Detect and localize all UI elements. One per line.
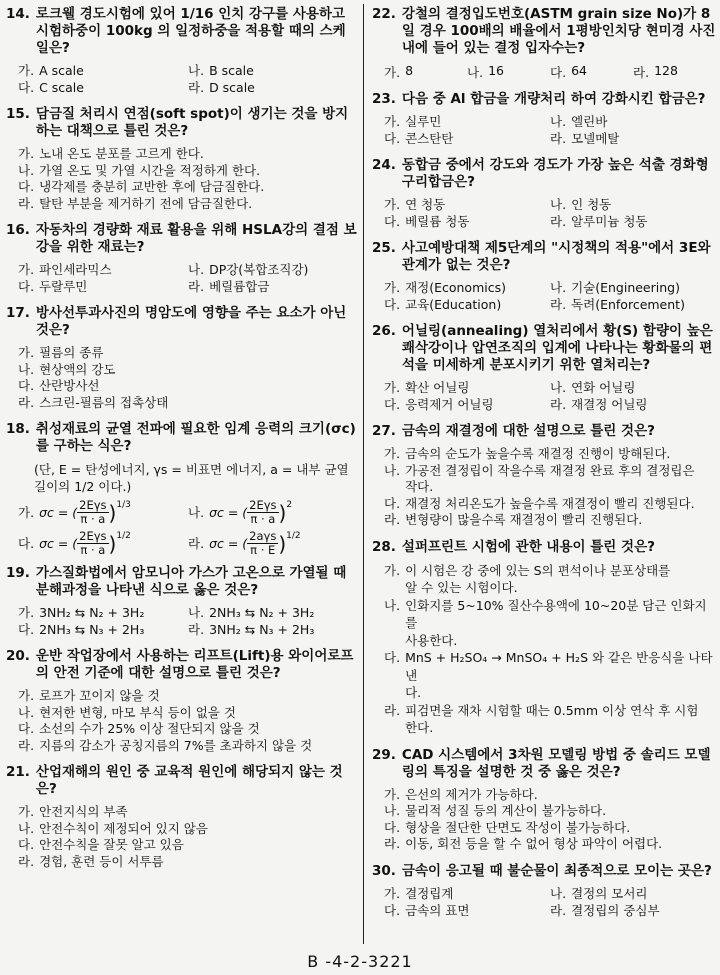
option-da — [384, 397, 550, 413]
option-label: 다. — [18, 721, 35, 736]
option-label: 나. — [18, 704, 35, 720]
option-label: 라. — [18, 737, 35, 753]
option-da — [384, 214, 550, 230]
option-ga — [18, 262, 188, 278]
option-text: 인 청동 — [571, 197, 612, 212]
option-label: 나. — [550, 197, 567, 212]
option-ga — [384, 562, 716, 597]
option-label: 가. — [18, 63, 35, 78]
option-text: 2NH₃ ⇆ N₃ + 2H₃ — [39, 622, 145, 637]
option-na — [18, 705, 358, 722]
option-text: 탈탄 부분을 제거하기 전에 담금질한다. — [39, 195, 253, 211]
question-14 — [6, 6, 358, 96]
question-29 — [372, 747, 716, 853]
option-label: 나. — [384, 462, 401, 478]
question-15 — [6, 106, 358, 212]
option-text: 산란방사선 — [39, 378, 100, 393]
option-text: 재정(Economics) — [405, 280, 506, 295]
option-text: 모넬메탈 — [571, 131, 620, 146]
option-text: 안전수칙이 제정되어 있지 않음 — [39, 820, 208, 836]
option-text: 베릴륨 청동 — [405, 214, 470, 229]
option-text: 두랄루민 — [39, 279, 88, 294]
option-text: B scale — [209, 63, 254, 78]
option-na — [550, 280, 716, 296]
option-ra — [550, 397, 716, 413]
option-text: 확산 어닐링 — [405, 380, 470, 395]
option-ra — [18, 196, 358, 213]
option-label: 다. — [18, 535, 35, 551]
option-label: 나. — [550, 114, 567, 129]
option-label: 나. — [188, 63, 205, 78]
question-note: (단, E = 탄성에너지, γs = 비표면 에너지, a = 내부 균열 길이의 1/2 이다.) — [34, 462, 349, 494]
option-ga — [18, 345, 358, 362]
formula-numerator: 2aγs — [249, 529, 277, 543]
question-stem: 담금질 처리시 연점(soft spot)이 생기는 것을 방지하는 대책으로 틀린 것은? — [35, 106, 349, 139]
option-label: 나. — [550, 885, 567, 901]
option-label: 나. — [18, 820, 35, 836]
option-da — [18, 80, 188, 96]
option-ra — [188, 622, 358, 638]
question-24 — [372, 157, 716, 230]
option-na — [550, 114, 716, 130]
option-text: A scale — [39, 63, 84, 78]
option-na — [188, 262, 358, 278]
formula-lhs: σc = ( — [39, 535, 78, 551]
option-text: 8 — [405, 63, 414, 78]
option-label: 다. — [384, 214, 401, 229]
option-label: 가. — [18, 804, 35, 819]
option-da — [18, 378, 358, 395]
option-label: 가. — [384, 280, 401, 295]
question-stem: 자동차의 경량화 재료 활용을 위해 HSLA강의 결점 보강을 위한 재료는? — [35, 222, 357, 255]
option-na — [550, 380, 716, 396]
option-na — [188, 63, 358, 79]
option-ra — [384, 836, 716, 853]
option-label: 가. — [384, 114, 401, 129]
option-ga — [384, 63, 467, 81]
question-22 — [372, 6, 716, 81]
option-text: 피검면을 재차 시험할 때는 0.5mm 이상 연삭 후 시험 한다. — [405, 702, 699, 735]
option-text: 물리적 성질 등의 계산이 불가능하다. — [405, 803, 607, 818]
option-ga — [18, 146, 358, 163]
option-text: 냉각제를 충분히 교반한 후에 담금질한다. — [39, 179, 265, 194]
option-label: 라. — [188, 535, 205, 551]
question-number: 20. — [6, 648, 30, 664]
option-label: 라. — [188, 622, 205, 637]
question-stem: CAD 시스템에서 3차원 모델링 방법 중 솔리드 모델링의 특징을 설명한 것 중 옳은 것은? — [401, 746, 711, 780]
option-na — [467, 63, 550, 81]
question-21 — [6, 764, 358, 870]
option-label: 가. — [384, 446, 401, 461]
option-na — [18, 821, 358, 838]
option-text: 알루미늄 청동 — [571, 214, 648, 229]
option-ga — [384, 280, 550, 296]
formula-lhs: σc = ( — [209, 504, 248, 520]
option-na — [188, 605, 358, 621]
question-30 — [372, 863, 716, 919]
option-label: 가. — [384, 197, 401, 212]
option-text: 가공전 결정립이 작을수록 재결정 완료 후의 결정립은 작다. — [405, 462, 695, 494]
question-number: 29. — [372, 746, 396, 763]
option-label: 다. — [384, 495, 401, 511]
question-number: 30. — [372, 862, 396, 879]
option-ga — [384, 886, 550, 902]
option-text: 안전수칙을 잘못 알고 있음 — [39, 837, 184, 852]
option-da — [550, 63, 633, 81]
question-number: 22. — [372, 6, 396, 22]
option-label: 가. — [384, 562, 401, 578]
option-text: 이동, 회전 등을 할 수 없어 형상 파악이 어렵다. — [405, 836, 663, 851]
question-stem: 사고예방대책 제5단계의 "시정책의 적용"에서 3E와 관계가 없는 것은? — [401, 240, 711, 273]
question-26 — [372, 323, 716, 413]
option-label: 라. — [550, 131, 567, 146]
option-label: 가. — [384, 885, 401, 901]
option-label: 나. — [188, 605, 205, 620]
option-label: 나. — [188, 262, 205, 277]
option-da — [384, 131, 550, 147]
option-ra — [550, 903, 716, 919]
question-stem: 동합금 중에서 강도와 경도가 가장 높은 석출 경화형 구리합금은? — [401, 157, 709, 190]
option-label: 가. — [384, 65, 401, 80]
option-label: 다. — [18, 179, 35, 194]
option-text: 결정의 모서리 — [571, 885, 648, 901]
formula-exponent: 1/3 — [116, 499, 131, 510]
question-stem: 금속의 재결정에 대한 설명으로 틀린 것은? — [401, 423, 655, 439]
formula-lhs: σc = ( — [39, 504, 78, 520]
option-na — [18, 362, 358, 379]
option-text: 16 — [488, 63, 504, 78]
option-label: 라. — [188, 80, 205, 95]
question-stem: 운반 작업장에서 사용하는 리프트(Lift)용 와이어로프의 안전 기준에 대한 설명으로 틀린 것은? — [35, 648, 354, 681]
option-text: 연화 어닐링 — [571, 380, 636, 395]
option-da — [18, 179, 358, 196]
question-28 — [372, 539, 716, 737]
option-label: 가. — [18, 504, 35, 520]
formula-fraction — [77, 530, 108, 557]
option-ga — [18, 605, 188, 621]
option-ra — [550, 214, 716, 230]
option-label: 라. — [384, 512, 401, 527]
option-label: 라. — [18, 195, 35, 211]
option-text: 지름의 감소가 공칭지름의 7%를 초과하지 않을 것 — [39, 737, 313, 753]
option-text: MnS + H₂SO₄ → MnSO₄ + H₂S 와 같은 반응식을 나타낸 다. — [405, 650, 713, 700]
question-number: 27. — [372, 423, 396, 439]
question-stem: 설퍼프린트 시험에 관한 내용이 틀린 것은? — [401, 538, 655, 555]
option-label: 라. — [188, 279, 205, 294]
question-stem: 어닐링(annealing) 열처리에서 황(S) 함량이 높은 쾌삭강이나 압연조직의 입계에 나타나는 황화물의 편석을 미세하게 분포시키기 위한 열처리는? — [401, 323, 713, 373]
option-text: 응력제거 어닐링 — [405, 397, 494, 412]
question-number: 17. — [6, 305, 30, 321]
option-text: 금속의 표면 — [405, 902, 470, 918]
option-label: 다. — [18, 279, 35, 294]
option-text: 실루민 — [405, 114, 442, 129]
option-text: 변형량이 많을수록 재결정이 빨리 진행된다. — [405, 512, 643, 527]
formula-paren: ) — [278, 531, 287, 556]
option-text: 128 — [654, 63, 678, 78]
question-number: 19. — [6, 565, 30, 581]
option-ra — [550, 131, 716, 147]
option-ra — [188, 530, 358, 557]
option-ra — [188, 80, 358, 96]
option-text: 재결정 처리온도가 높을수록 재결정이 빨리 진행된다. — [405, 495, 695, 511]
option-ra — [18, 854, 358, 871]
option-na — [550, 886, 716, 902]
option-text: 가열 온도 및 가열 시간을 적정하게 한다. — [39, 162, 261, 178]
option-text: 안전지식의 부족 — [39, 804, 128, 819]
question-27 — [372, 423, 716, 529]
option-ra — [188, 279, 358, 295]
question-number: 23. — [372, 91, 396, 107]
option-label: 나. — [467, 65, 484, 80]
option-text: 연 청동 — [405, 197, 446, 212]
option-text: 스크린-필름의 접촉상태 — [39, 394, 169, 410]
question-number: 16. — [6, 222, 30, 238]
option-text: 이 시험은 강 중에 있는 S의 편석이나 분포상태를 알 수 있는 시험이다. — [405, 562, 671, 595]
formula-numerator: 2Eγs — [249, 498, 277, 512]
option-da — [384, 496, 716, 513]
option-label: 나. — [550, 280, 567, 295]
formula-numerator: 2Eγs — [79, 529, 107, 543]
question-stem: 취성재료의 균열 전파에 필요한 임계 응력의 크기(σc)를 구하는 식은? — [35, 421, 356, 454]
option-text: 결정립의 중심부 — [571, 902, 660, 918]
option-na — [550, 197, 716, 213]
option-label: 가. — [18, 262, 35, 277]
option-label: 다. — [384, 397, 401, 412]
formula-exponent: 1/2 — [116, 530, 131, 541]
option-text: 필름의 종류 — [39, 345, 104, 360]
option-text: D scale — [209, 80, 255, 95]
option-da — [384, 297, 550, 313]
option-na — [18, 163, 358, 180]
question-number: 28. — [372, 538, 396, 555]
option-label: 라. — [384, 702, 401, 718]
question-16 — [6, 222, 358, 295]
option-label: 나. — [18, 162, 35, 178]
option-da — [18, 530, 188, 557]
option-ga — [384, 446, 716, 463]
option-text: 현상액의 강도 — [39, 361, 116, 377]
option-label: 다. — [18, 837, 35, 852]
option-label: 가. — [18, 345, 35, 360]
question-number: 15. — [6, 106, 30, 122]
column-divider — [363, 4, 364, 944]
question-number: 14. — [6, 6, 30, 22]
option-label: 가. — [18, 146, 35, 161]
question-number: 25. — [372, 240, 396, 256]
option-text: 교육(Education) — [405, 297, 502, 312]
option-da — [18, 622, 188, 638]
option-text: 형상을 절단한 단면도 작성이 불가능하다. — [405, 819, 631, 835]
option-text: 은선의 제거가 가능하다. — [405, 786, 538, 802]
option-da — [384, 820, 716, 837]
question-stem: 가스질화법에서 암모니아 가스가 고온으로 가열될 때 분해과정을 나타낸 식으로 옳은 것은? — [35, 565, 347, 598]
formula-fraction — [77, 499, 108, 526]
option-text: 결정립계 — [405, 885, 454, 901]
option-ga — [384, 380, 550, 396]
option-da — [18, 721, 358, 738]
option-label: 나. — [384, 803, 401, 818]
option-label: 나. — [550, 380, 567, 395]
question-number: 18. — [6, 421, 30, 437]
option-text: 소선의 수가 25% 이상 절단되지 않을 것 — [39, 721, 260, 736]
option-ga — [384, 787, 716, 804]
option-text: 64 — [571, 63, 587, 78]
question-19 — [6, 565, 358, 638]
option-label: 다. — [18, 378, 35, 393]
question-20 — [6, 648, 358, 754]
option-label: 가. — [384, 786, 401, 802]
option-label: 라. — [18, 394, 35, 410]
option-text: 노내 온도 분포를 고르게 한다. — [39, 146, 204, 161]
question-stem: 방사선투과사진의 명암도에 영향을 주는 요소가 아닌 것은? — [35, 305, 347, 338]
option-da — [384, 903, 550, 919]
right-column — [372, 6, 716, 919]
formula-exponent: 2 — [286, 499, 293, 510]
option-ra — [384, 512, 716, 529]
option-label: 다. — [384, 131, 401, 146]
formula-denominator: π · E — [250, 543, 276, 557]
question-23 — [372, 91, 716, 147]
option-label: 다. — [18, 80, 35, 95]
option-text: 베릴륨합금 — [209, 279, 270, 294]
option-label: 라. — [550, 902, 567, 918]
option-da — [18, 279, 188, 295]
option-text: 기술(Engineering) — [571, 280, 680, 295]
option-ga — [18, 688, 358, 705]
option-label: 라. — [384, 836, 401, 851]
option-text: 엘린바 — [571, 114, 608, 129]
formula-numerator: 2Eγs — [79, 498, 107, 512]
option-text: 경험, 훈련 등이 서투름 — [39, 853, 164, 869]
option-ra — [18, 395, 358, 412]
option-na — [384, 463, 716, 496]
formula-denominator: π · a — [80, 543, 106, 557]
formula-fraction — [247, 530, 278, 557]
option-text: 금속의 순도가 높을수록 재결정 진행이 방해된다. — [405, 446, 671, 461]
question-stem: 로크웰 경도시험에 있어 1/16 인치 강구를 사용하고 시험하중이 100kg 의 일정하중을 적용할 때의 스케일은? — [35, 6, 346, 56]
option-text: DP강(복합조직강) — [209, 262, 309, 277]
option-ga — [384, 114, 550, 130]
option-ra — [18, 738, 358, 755]
option-text: 독려(Enforcement) — [571, 297, 685, 312]
option-text: 인화지를 5~10% 질산수용액에 10~20분 담근 인화지를 사용한다. — [405, 597, 707, 648]
question-stem: 산업재해의 원인 중 교육적 원인에 해당되지 않는 것은? — [35, 764, 343, 797]
option-label: 가. — [384, 380, 401, 395]
option-ra — [384, 702, 716, 737]
option-label: 나. — [18, 361, 35, 377]
option-text: 2NH₃ ⇆ N₂ + 3H₂ — [209, 605, 315, 620]
option-label: 다. — [550, 65, 567, 80]
option-na — [188, 499, 358, 526]
question-stem: 금속이 응고될 때 불순물이 최종적으로 모이는 곳은? — [401, 862, 712, 879]
option-label: 나. — [384, 597, 401, 613]
formula-exponent: 1/2 — [286, 530, 301, 541]
option-text: C scale — [39, 80, 84, 95]
option-label: 라. — [633, 65, 650, 80]
option-ga — [18, 63, 188, 79]
question-stem: 강철의 결정입도번호(ASTM grain size No)가 8일 경우 100배의 배율에서 1평방인치당 현미경 사진 내에 들어 있는 결정 입자수는? — [401, 6, 716, 56]
left-column — [6, 6, 358, 870]
option-label: 다. — [384, 650, 401, 665]
option-text: 3NH₂ ⇆ N₃ + 2H₃ — [209, 622, 315, 637]
formula-paren: ) — [278, 500, 287, 525]
option-ga — [384, 197, 550, 213]
question-number: 21. — [6, 764, 30, 780]
option-label: 가. — [18, 688, 35, 703]
option-label: 라. — [550, 297, 567, 312]
option-label: 나. — [188, 504, 205, 520]
option-text: 현저한 변형, 마모 부식 등이 없을 것 — [39, 704, 236, 720]
option-text: 파인세라믹스 — [39, 262, 112, 277]
question-25 — [372, 240, 716, 313]
formula-denominator: π · a — [250, 512, 276, 526]
option-label: 다. — [18, 622, 35, 637]
option-label: 라. — [550, 397, 567, 412]
option-text: 로프가 꼬이지 않을 것 — [39, 688, 160, 703]
option-text: 콘스탄탄 — [405, 131, 454, 146]
option-text: 재결정 어닐링 — [571, 397, 648, 412]
option-label: 라. — [18, 853, 35, 869]
option-na — [384, 803, 716, 820]
formula-denominator: π · a — [80, 512, 106, 526]
option-label: 라. — [550, 214, 567, 229]
question-17 — [6, 305, 358, 411]
question-number: 24. — [372, 157, 396, 173]
option-label: 다. — [384, 902, 401, 918]
option-label: 다. — [384, 819, 401, 835]
formula-lhs: σc = ( — [209, 535, 248, 551]
formula-fraction — [247, 499, 278, 526]
question-18 — [6, 421, 358, 557]
option-label: 가. — [18, 605, 35, 620]
option-ra — [550, 297, 716, 313]
option-da — [18, 837, 358, 854]
option-ga — [18, 804, 358, 821]
formula-paren: ) — [108, 500, 117, 525]
page-code: B -4-2-3221 — [307, 952, 413, 971]
option-label: 다. — [384, 297, 401, 312]
option-da — [384, 649, 716, 702]
option-na — [384, 597, 716, 650]
option-ga — [18, 499, 188, 526]
formula-paren: ) — [108, 531, 117, 556]
question-number: 26. — [372, 323, 396, 339]
option-text: 3NH₂ ⇆ N₂ + 3H₂ — [39, 605, 145, 620]
question-stem: 다음 중 Al 합금을 개량처리 하여 강화시킨 합금은? — [401, 91, 706, 107]
option-ra — [633, 63, 716, 81]
